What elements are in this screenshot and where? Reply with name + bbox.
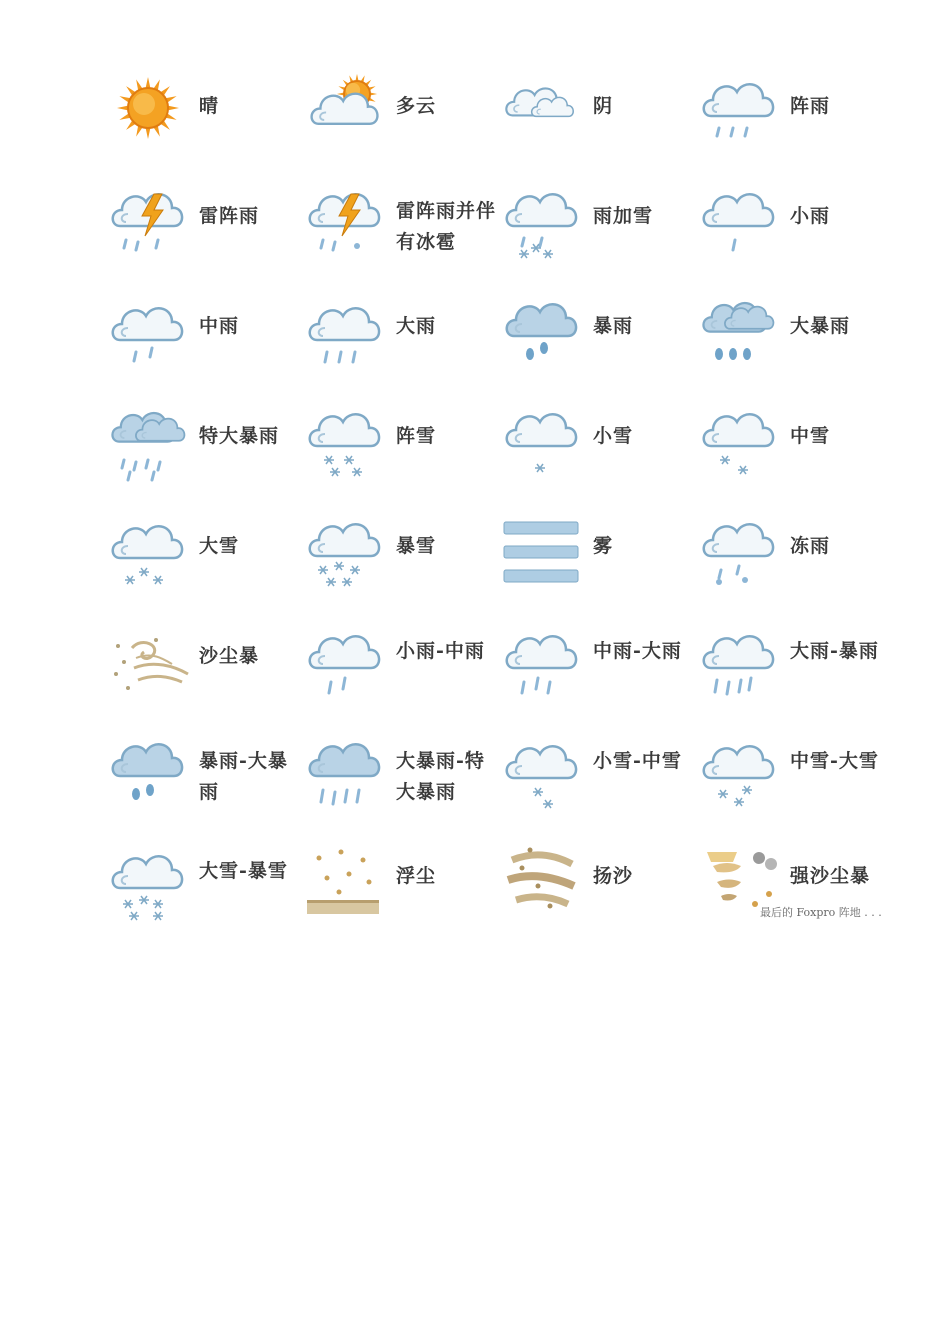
weather-item [699,392,896,502]
weather-label: 阵雪 [396,425,437,447]
weather-item [699,832,896,942]
sandstorm-icon [108,618,190,702]
weather-label: 小雪-中雪 [593,750,682,772]
weather-item [305,832,502,942]
weather-item [502,392,699,502]
weather-item [108,722,305,832]
weather-label: 暴雨-大暴雨 [199,750,288,803]
heavy-to-severe-rainstorm-icon [305,728,387,812]
weather-label: 暴雪 [396,535,437,557]
light-to-moderate-snow-icon [502,728,584,812]
light-to-moderate-rain-icon [305,618,387,702]
weather-label: 雷阵雨并伴有冰雹 [396,200,497,253]
weather-label: 阵雨 [790,95,831,117]
weather-item [305,392,502,502]
weather-item [699,282,896,392]
blizzard-icon [305,508,387,592]
thunder-shower-icon [108,178,190,262]
severe-rainstorm-icon [108,398,190,482]
thunder-hail-icon [305,178,387,262]
weather-label: 中雨-大雨 [593,640,682,662]
weather-label: 大雪-暴雪 [199,860,288,882]
moderate-to-heavy-snow-icon [699,728,781,812]
weather-item [305,62,502,172]
heavy-rainstorm-icon [699,288,781,372]
weather-label: 沙尘暴 [199,645,260,667]
weather-item [305,502,502,612]
weather-item [108,62,305,172]
weather-item [502,832,699,942]
weather-label: 雷阵雨 [199,205,260,227]
weather-item [502,172,699,282]
weather-label: 冻雨 [790,535,831,557]
weather-item [699,722,896,832]
weather-item [502,722,699,832]
weather-label: 多云 [396,95,437,117]
heavy-rain-icon [305,288,387,372]
weather-icon-grid [108,62,896,942]
heavy-rain-to-rainstorm-icon [699,618,781,702]
weather-label: 大暴雨 [790,315,851,337]
weather-item [699,62,896,172]
weather-item [502,62,699,172]
weather-item [108,392,305,502]
weather-item [502,502,699,612]
sun-icon [108,68,190,152]
snow-shower-icon [305,398,387,482]
moderate-to-heavy-rain-icon [502,618,584,702]
freezing-rain-icon [699,508,781,592]
blowing-sand-icon [502,838,584,922]
weather-label: 大雪 [199,535,240,557]
light-snow-icon [502,398,584,482]
weather-item [108,612,305,722]
weather-label: 强沙尘暴 [790,865,871,887]
weather-label: 特大暴雨 [199,425,280,447]
weather-label: 浮尘 [396,865,437,887]
weather-label: 大暴雨-特大暴雨 [396,750,485,803]
weather-item [108,282,305,392]
weather-item [305,612,502,722]
rainstorm-to-heavy-rainstorm-icon [108,728,190,812]
weather-label: 暴雨 [593,315,634,337]
weather-item [108,832,305,942]
weather-label: 扬沙 [593,865,634,887]
weather-item [305,282,502,392]
weather-item [108,502,305,612]
weather-item [699,612,896,722]
moderate-snow-icon [699,398,781,482]
weather-item [502,612,699,722]
weather-label: 中雪-大雪 [790,750,879,772]
weather-label: 阴 [593,95,614,117]
weather-label: 小雪 [593,425,634,447]
partly-cloudy-icon [305,68,387,152]
weather-item [305,172,502,282]
shower-icon [699,68,781,152]
weather-label: 大雨 [396,315,437,337]
weather-label: 小雨 [790,205,831,227]
weather-label: 中雨 [199,315,240,337]
heavy-snow-to-blizzard-icon [108,838,190,922]
sleet-icon [502,178,584,262]
floating-dust-icon [305,838,387,922]
rainstorm-icon [502,288,584,372]
weather-label: 中雪 [790,425,831,447]
weather-label: 雾 [593,535,614,557]
weather-item [502,282,699,392]
weather-item [305,722,502,832]
fog-icon [502,508,584,592]
watermark-text: 最后的 Foxpro 阵地 . . . [760,906,882,919]
weather-label: 大雨-暴雨 [790,640,879,662]
weather-label: 小雨-中雨 [396,640,485,662]
heavy-snow-icon [108,508,190,592]
light-rain-icon [699,178,781,262]
weather-item [699,172,896,282]
overcast-icon [502,68,584,152]
weather-item [108,172,305,282]
moderate-rain-icon [108,288,190,372]
weather-label: 雨加雪 [593,205,654,227]
weather-label: 晴 [199,95,220,117]
weather-item [699,502,896,612]
